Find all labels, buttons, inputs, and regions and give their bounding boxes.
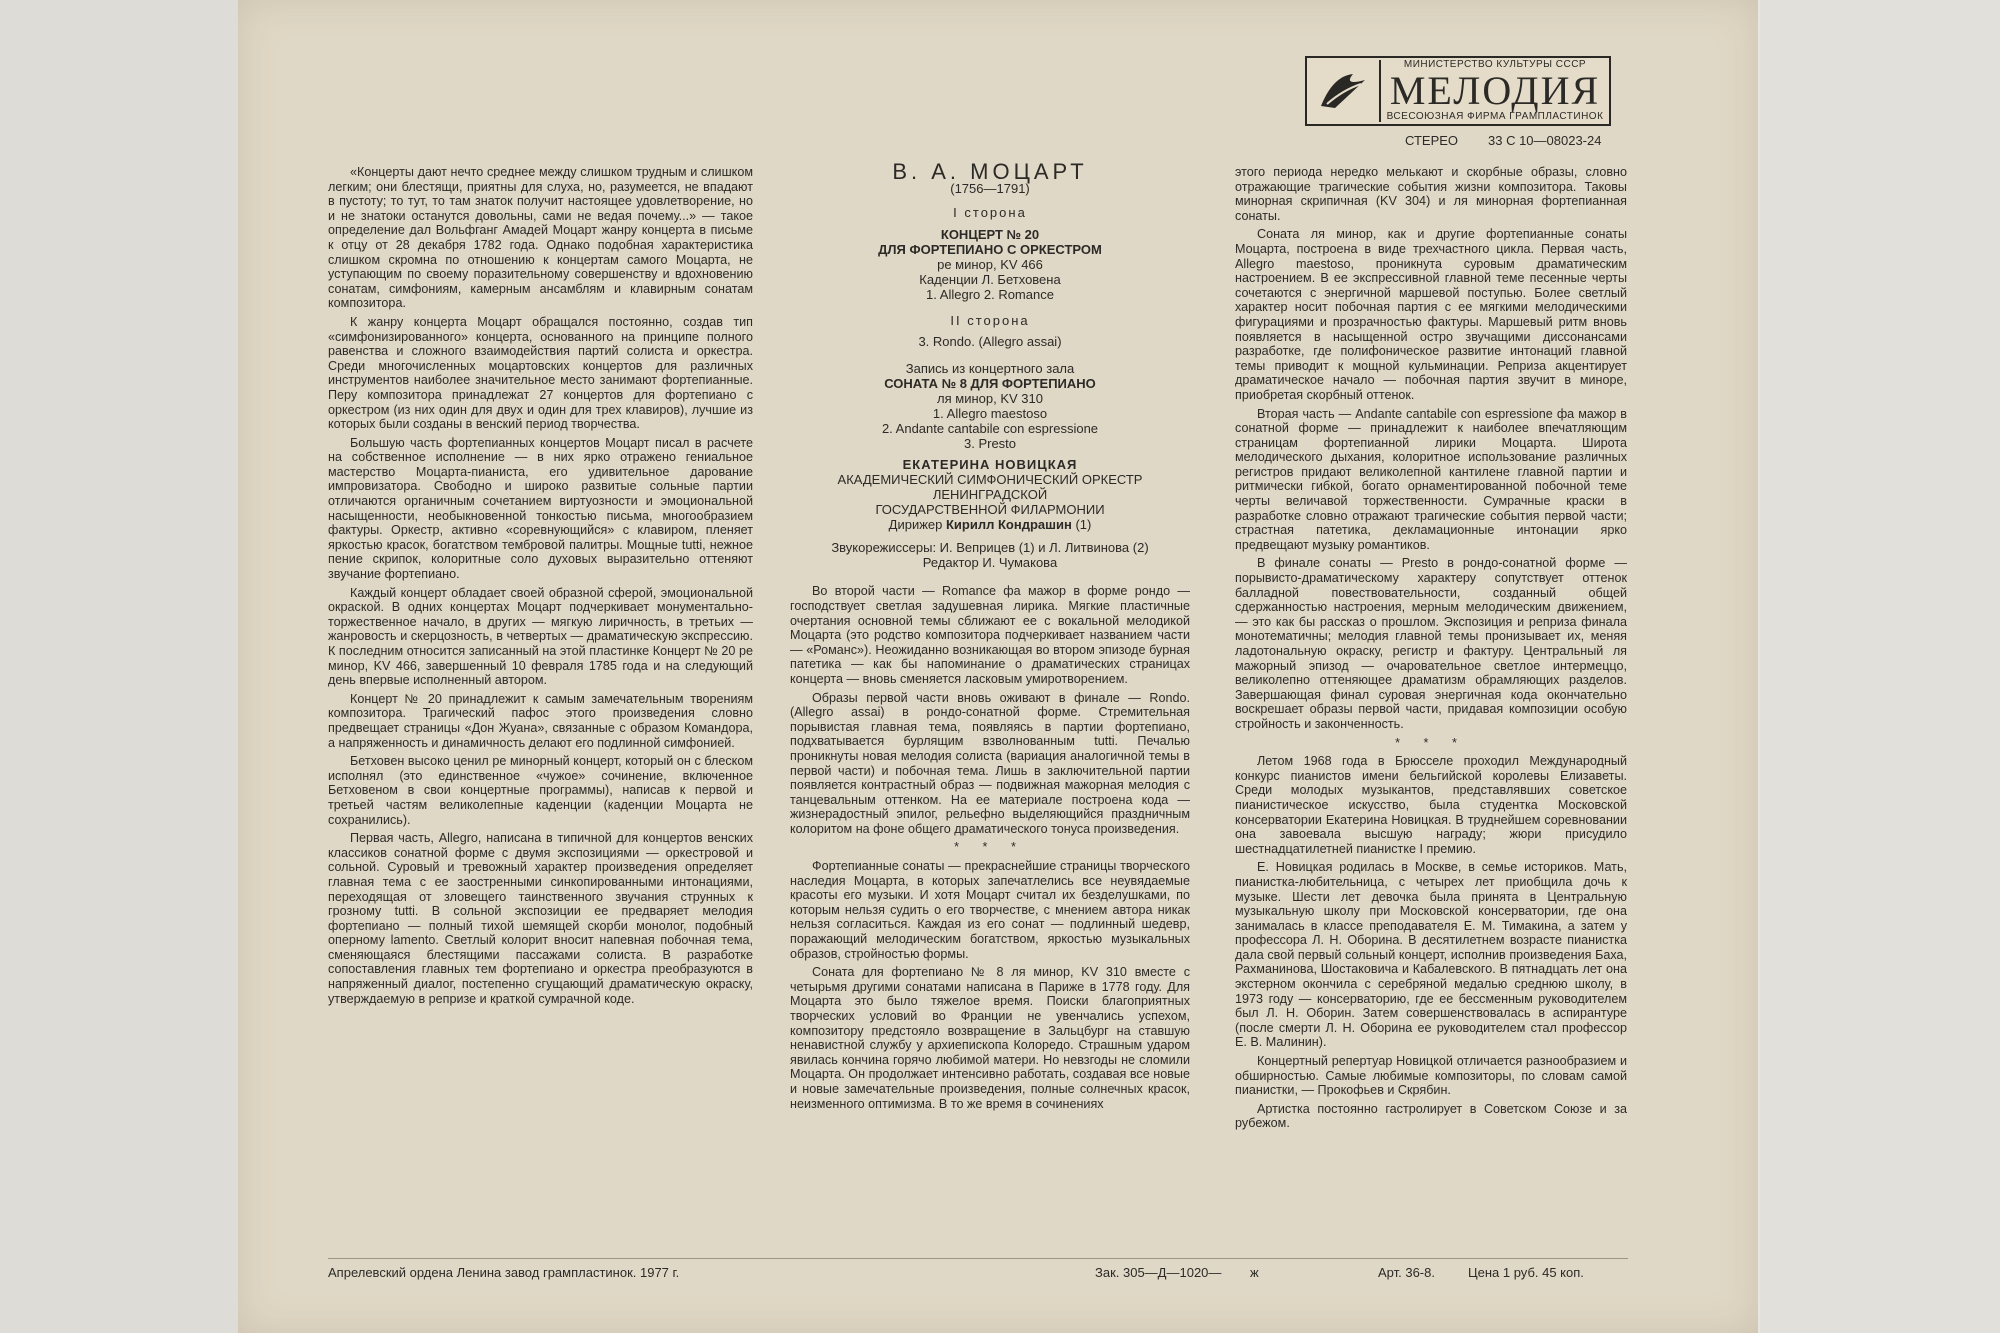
paragraph: «Концерты дают нечто среднее между слишком трудным и слишком легким; они блестящи, приятны для слуха, но, разумеется, не впадают в пустоту; то тут, то там знаток получит настоящее удовлетворение, но и не знатоки останутся довольны, сами не ведая почему...» — такое определение дал Вольфганг Амадей Моцарт жанру концерта в письме к отцу от 28 декабря 1782 года. Однако подобная характеристика слишком скромна по отношению к концертам самого Моцарта, не уступающим по своему поразительному совершенству и вдохновению сонатам, симфониям, камерным ансамблям и клавирным сонатам композитора. — [328, 165, 753, 311]
paragraph: Образы первой части вновь оживают в финале — Rondo. (Allegro assai) в рондо-сонатной форме. Стремительная порывистая главная тема, появляясь в партии фортепиано, подхватывается бурлящим взволнованным tutti. Печалью проникнуты новая мелодия солиста (вариация аналогичной темы в первой части) и побочная тема. Лишь в заключительной партии появляется контрастный образ — подвижная мажорная мелодия с танцевальным оттенком. На ее материале построена кода — жизнерадостный эпилог, рельефно выделяющийся праздничным колоритом на фоне общего драматического тонуса произведения. — [790, 690, 1190, 836]
brand-name: МЕЛОДИЯ — [1389, 68, 1601, 113]
order-mark: ж — [1250, 1265, 1259, 1280]
melodiya-logo — [1305, 56, 1611, 126]
paragraph: Соната ля минор, как и другие фортепианные сонаты Моцарта, построена в виде трехчастного цикла. Первая часть, Allegro maestoso, проникнута суровым драматическим настроением. В ее экспрессивной главной теме песенные черты сочетаются с энергичной маршевой поступью. Более светлый характер носит побочная партия с ее мягкими мелодическими фигурациями и прозрачностью фактуры. Маршевый ритм вновь появляется в насыщенной остро звучащими диссонансами разработке, где полифоническое развитие интонаций главной темы приводит к мощной кульминации. Реприза акцентирует драматическое начало — побочная партия звучит в миноре, приобретая скорбный оттенок. — [1235, 227, 1627, 402]
sonata-movement: 2. Andante cantabile con espressione — [881, 421, 1099, 437]
paragraph: Каждый концерт обладает своей образной сферой, эмоциональной окраской. В одних концертах Моцарт подчеркивает монументально-торжественное начало, в других — мягкую лиричность, в третьих — жанровость и скерцозность, в четвертых — драматическую экспрессию. К последним относится записанный на этой пластинке Концерт № 20 ре минор, KV 466, завершенный 10 февраля 1785 года и на следующий день впервые исполненный автором. — [328, 585, 753, 688]
orchestra-name: АКАДЕМИЧЕСКИЙ СИМФОНИЧЕСКИЙ ОРКЕСТР — [837, 472, 1143, 488]
paragraph: Большую часть фортепианных концертов Моцарт писал в расчете на собственное исполнение — в них ярко отражено гениальное мастерство Моцарта-пианиста, его удивительное дарование импровизатора. Свободно и широко развитые сольные партии отличаются органичным сочетанием виртуозности и эмоциональной насыщенности, необыкновенной тонкостью письма, многообразием фактуры. Оркестр, активно «соревнующийся» с клавиром, пленяет яркостью красок, богатством тембровой палитры. Мощные tutti, нежное пение скрипок, колоритные соло духовых выразительно оттеняют звучание фортепиано. — [328, 435, 753, 582]
pianist-name: ЕКАТЕРИНА НОВИЦКАЯ — [902, 457, 1078, 473]
section-separator: * * * — [954, 840, 1026, 855]
live-recording-note: Запись из концертного зала — [905, 361, 1075, 377]
concerto-title: КОНЦЕРТ № 20 — [940, 226, 1040, 242]
side-1-label: I сторона — [953, 205, 1027, 221]
paragraph: Во второй части — Romance фа мажор в форме рондо — господствует светлая задушевная лирика. Мягкие пластичные очертания основной темы сближают ее с вокальной мелодикой Моцарта (это родство композитора подчеркивает названием части — «Романс»). Неожиданно возникающая во втором эпизоде бурная патетика — как бы напоминание о драматических страницах концерта — вновь сменяется ласковым умиротворением. — [790, 584, 1190, 686]
sonata-key: ля минор, KV 310 — [937, 391, 1043, 407]
paragraph: Концертный репертуар Новицкой отличается разнообразием и обширностью. Самые любимые композиторы, по словам самой пианистки, — Прокофьев и Скрябин. — [1235, 1054, 1627, 1098]
melodiya-emblem-icon — [1307, 60, 1381, 122]
orchestra-name: ЛЕНИНГРАДСКОЙ — [932, 487, 1048, 503]
cadenzas-credit: Каденции Л. Бетховена — [919, 271, 1061, 287]
paragraph: Артистка постоянно гастролирует в Советском Союзе и за рубежом. — [1235, 1101, 1627, 1131]
concerto-movements: 1. Allegro 2. Romance — [926, 286, 1054, 302]
sonata-movement: 1. Allegro maestoso — [932, 406, 1048, 422]
company-label: ВСЕСОЮЗНАЯ ФИРМА ГРАМПЛАСТИНОК — [1386, 111, 1604, 122]
order-number: Зак. 305—Д—1020— — [1095, 1265, 1222, 1280]
concerto-key: ре минор, KV 466 — [937, 256, 1043, 272]
paragraph: Е. Новицкая родилась в Москве, в семье историков. Мать, пианистка-любительница, с четырех лет приобщила дочь к музыке. Шести лет девочка была принята в Центральную музыкальную школу при Московской консерватории, где она занималась в классе преподавателя Е. М. Тимакина, а затем у профессора Л. Н. Оборина. В десятилетнем возрасте пианистка дала свой первый сольный концерт, исполнив произведения Баха, Рахманинова, Шостаковича и Кабалевского. В пятнадцать лет она экстерном окончила с серебряной медалью среднюю школу, в 1973 году — консерваторию, где ее бессменным руководителем был Л. Н. Оборин. Затем совершенствовалась в аспирантуре (после смерти Л. Н. Оборина ее руководителем стал профессор Е. В. Малинин). — [1235, 860, 1627, 1050]
paragraph: Летом 1968 года в Брюсселе проходил Международный конкурс пианистов имени бельгийской королевы Елизаветы. Среди молодых музыкантов, представлявших советское пианистическое искусство, была студентка Московской консерватории Екатерина Новицкая. В труднейшем соревновании она завоевала высшую награду; жюри присудило шестнадцатилетней пианистке I премию. — [1235, 754, 1627, 856]
stereo-label: СТЕРЕО — [1405, 133, 1459, 148]
left-column — [328, 165, 753, 1010]
paragraph: этого периода нередко мелькают и скорбные образы, словно отражающие трагические события жизни композитора. Таковы минорная скрипичная (KV 304) и ля минорная фортепианная сонаты. — [1235, 165, 1627, 223]
conductor-name: Кирилл Кондрашин — [946, 517, 1072, 533]
background-right — [1760, 0, 2000, 1333]
catalog-number: 33 С 10—08023-24 — [1488, 133, 1602, 148]
paragraph: Первая часть, Allegro, написана в типичной для концертов венских классиков сонатной форме с двумя экспозициями — оркестровой и сольной. Суровый и тревожный характер произведения определяет главная тема с ее заостренными синкопированными интонациями, переходящая от зловещего таинственного звучания струнных к грозному tutti. В сольной экспозиции ее предваряет мелодия фортепиано — полный тихой шемящей скорби монолог, подобный оперному lamento. Светлый колорит вносит напевная побочная тема, сменяющаяся блестящими пассажами солиста. В разработке сопоставления главных тем фортепиано и оркестра преобразуются в напряженный диалог, постепенно сгущающий драматическую окраску, утверждаемую в репризе и краткой сумрачной коде. — [328, 831, 753, 1006]
section-separator: * * * — [1395, 735, 1467, 750]
ministry-label: МИНИСТЕРСТВО КУЛЬТУРЫ СССР — [1403, 59, 1587, 70]
composer-name: В. А. МОЦАРТ — [892, 159, 1088, 184]
editor-credit: Редактор И. Чумакова — [922, 555, 1058, 571]
composer-dates: (1756—1791) — [950, 180, 1030, 196]
conductor-suffix: (1) — [1071, 517, 1092, 533]
conductor-credit — [790, 517, 1190, 532]
background-left — [0, 0, 240, 1333]
paragraph: Концерт № 20 принадлежит к самым замечательным творениям композитора. Трагический пафос этого произведения словно предвещает страницы «Дон Жуана», связанные с образом Командора, а напряженность и динамичность делают его подлинной симфонией. — [328, 691, 753, 750]
paragraph: К жанру концерта Моцарт обращался постоянно, создав тип «симфонизированного» концерта, основанного на принципе полного равенства и сложного взаимодействия партий солиста и оркестра. Среди многочисленных моцартовских концертов для различных инструментов наиболее значительное место занимают фортепианные. Перу композитора принадлежат 27 концертов для фортепиано с оркестром (из них один для двух и один для трех клавиров), лучшие из которых были созданы в венский период творчества. — [328, 314, 753, 432]
concerto-subtitle: ДЛЯ ФОРТЕПИАНО С ОРКЕСТРОМ — [878, 241, 1102, 257]
paragraph: В финале сонаты — Presto в рондо-сонатной форме — порывисто-драматическому характеру сопутствует оттенок балладной повествовательности, созданный общей сдержанностью настроения, мерным мелодическим движением, — это как бы рассказ о прошлом. Экспозиция и реприза финала монотематичны; мелодия главной темы пронизывает их, меняя ладотональную окраску, регистр и фактуру. Центральный ля мажорный эпизод — очаровательное светлое интермеццо, великолепно оттеняющее драматизм обрамляющих разделов. Завершающая финал суровая энергичная кода окончательно воскрешает образы первой части, придавая композиции особую стройность и законченность. — [1235, 556, 1627, 731]
logo-text — [1381, 57, 1609, 125]
plant-credit: Апрелевский ордена Ленина завод грампластинок. 1977 г. — [328, 1265, 680, 1280]
paragraph: Соната для фортепиано № 8 ля минор, KV 310 вместе с четырьмя другими сонатами написана в Париже в 1778 году. Для Моцарта это было тяжелое время. Поиски благоприятных творческих условий во Франции не увенчались успехом, композитору предстояло возвращение в Зальцбург на ставшую ненавистной службу у архиепископа Колоредо. Страшным ударом явилась кончина горячо любимой матери. Но невзгоды не сломили Моцарта. Он продолжает интенсивно работать, создавая все новые и новые замечательные произведения, полные солнечных красок, неизменного оптимизма. В то же время в сочинениях — [790, 965, 1190, 1111]
price-label: Цена 1 руб. 45 коп. — [1468, 1265, 1584, 1280]
article-number: Арт. 36-8. — [1378, 1265, 1435, 1280]
sonata-movement: 3. Presto — [963, 436, 1017, 452]
sound-engineers-credit: Звукорежиссеры: И. Веприцев (1) и Л. Литвинова (2) — [831, 540, 1149, 556]
sonata-title: СОНАТА № 8 ДЛЯ ФОРТЕПИАНО — [884, 376, 1096, 392]
rondo-movement: 3. Rondo. (Allegro assai) — [918, 334, 1062, 350]
orchestra-name: ГОСУДАРСТВЕННОЙ ФИЛАРМОНИИ — [875, 502, 1105, 518]
conductor-prefix: Дирижер — [888, 517, 946, 533]
side-2-label: II сторона — [950, 312, 1030, 328]
paragraph: Бетховен высоко ценил ре минорный концерт, который он с блеском исполнял (это единственное «чужое» сочинение, включенное Бетховеном в свои концертные программы), написав к первой и третьей частям великолепные каденции (каденции Моцарта не сохранились). — [328, 754, 753, 827]
paragraph: Фортепианные сонаты — прекраснейшие страницы творческого наследия Моцарта, в которых запечатлелись все неувядаемые красоты его музыки. И хотя Моцарт считал их безделушками, по которым нельзя судить о его творчестве, с мнением автора никак нельзя согласиться. Каждая из его сонат — подлинный шедевр, поражающий мелодическим богатством, яркостью музыкальных образов, стройностью формы. — [790, 859, 1190, 961]
paragraph: Вторая часть — Andante cantabile con espressione фа мажор в сонатной форме — принадлежит к наиболее впечатляющим страницам фортепианной лирики Моцарта. Широта мелодического дыхания, колоритное использование различных регистров придают великолепной кантилене главной партии и ритмически гибкой, богато орнаментированной побочной теме черты величавой торжественности. Сумрачные краски в разработке словно отражают трагические события первой части; страстная патетика, декламационные интонации ярко предвещают музыку романтиков. — [1235, 406, 1627, 552]
middle-column — [790, 159, 1190, 1115]
right-column — [1235, 165, 1627, 1135]
footer-divider — [328, 1258, 1628, 1259]
